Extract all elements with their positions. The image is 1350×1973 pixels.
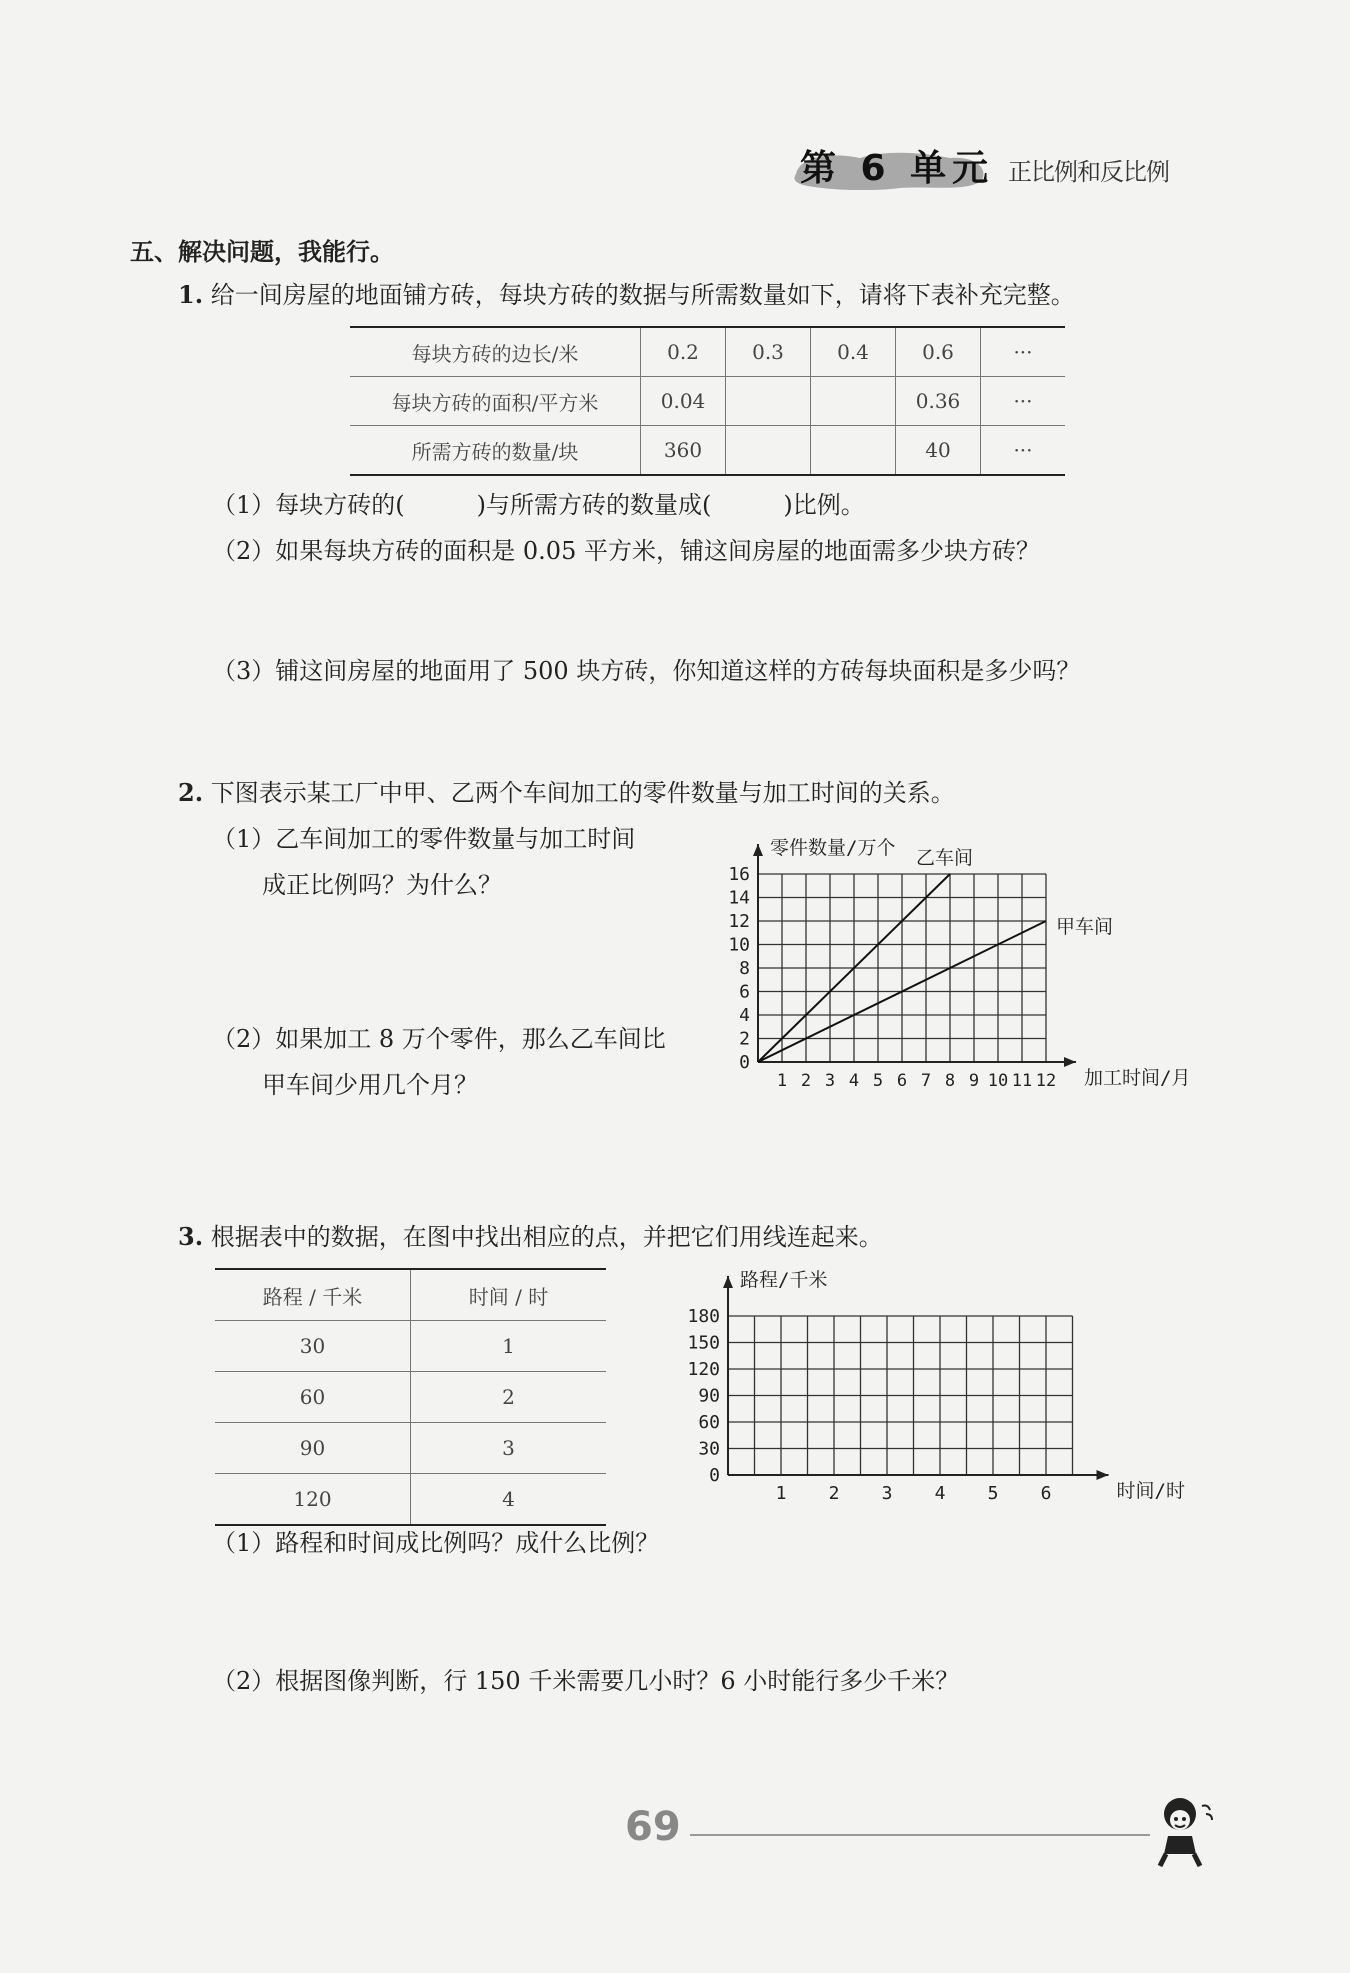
- y-tick-label: 90: [698, 1385, 720, 1407]
- y-tick-label: 14: [728, 887, 750, 909]
- table-row: [215, 1321, 606, 1372]
- row-label: 每块方砖的边长/米: [350, 327, 641, 377]
- table-header-cell: 时间 / 时: [411, 1269, 607, 1321]
- q1-number: 1.: [178, 280, 204, 309]
- q1-sub2: （2）如果每块方砖的面积是 0.05 平方米，铺这间房屋的地面需多少块方砖？: [212, 537, 1040, 565]
- section-title: 五、解决问题，我能行。: [130, 238, 394, 266]
- y-tick-label: 16: [728, 864, 750, 885]
- x-tick-label: 7: [920, 1071, 932, 1091]
- q2-prompt: [178, 776, 955, 810]
- x-tick-label: 11: [1011, 1071, 1033, 1091]
- table-row: [215, 1423, 606, 1474]
- y-tick-label: 30: [698, 1438, 720, 1460]
- q3-prompt: [178, 1220, 883, 1254]
- footer-rule: [690, 1834, 1150, 1836]
- table-cell: 4: [502, 1487, 515, 1511]
- x-tick-label: 1: [776, 1071, 788, 1091]
- q2-sub1-line2: 成正比例吗？为什么？: [262, 871, 502, 899]
- table-row: [215, 1372, 606, 1423]
- y-axis-arrow-icon: [753, 844, 763, 856]
- table-row: [350, 426, 1065, 476]
- table-cell-blank[interactable]: [726, 377, 811, 426]
- y-tick-label: 8: [739, 958, 750, 979]
- table-cell-blank[interactable]: [811, 426, 896, 476]
- table-cell: 120: [215, 1474, 411, 1526]
- y-tick-label: 0: [739, 1052, 750, 1073]
- q3-sub2: （2）根据图像判断，行 150 千米需要几小时？6 小时能行多少千米？: [212, 1667, 960, 1695]
- q3-number: 3.: [178, 1222, 204, 1251]
- q3-table: [215, 1268, 606, 1526]
- y-tick-label: 12: [728, 911, 750, 932]
- series-label: 甲车间: [1056, 916, 1114, 938]
- x-tick-label: 9: [968, 1071, 980, 1091]
- q3-text: 根据表中的数据，在图中找出相应的点，并把它们用线连起来。: [210, 1223, 883, 1251]
- table-cell: 30: [215, 1321, 411, 1372]
- table-cell: ···: [981, 426, 1066, 476]
- x-tick-label: 8: [944, 1071, 956, 1091]
- y-tick-label: 2: [739, 1028, 750, 1050]
- table-cell: 90: [215, 1423, 411, 1474]
- y-tick-label: 120: [687, 1359, 720, 1380]
- y-tick-label: 10: [728, 934, 750, 956]
- table-cell: 0.4: [811, 327, 896, 377]
- y-tick-label: 0: [709, 1465, 720, 1486]
- y-axis-label: 路程/千米: [740, 1269, 828, 1291]
- table-cell: 3: [411, 1423, 607, 1474]
- q2-chart: [700, 810, 1220, 1110]
- q2-sub2-line1: （2）如果加工 8 万个零件，那么乙车间比: [212, 1025, 666, 1053]
- table-row: [350, 327, 1065, 377]
- table-cell: 1: [411, 1321, 607, 1372]
- table-cell: 40: [896, 426, 981, 476]
- q1-sub1: （1）每块方砖的( )与所需方砖的数量成( )比例。: [212, 491, 865, 519]
- q3-chart[interactable]: [670, 1265, 1190, 1515]
- x-tick-label: 4: [848, 1071, 860, 1091]
- x-tick-label: 5: [987, 1483, 999, 1504]
- q3-sub1: （1）路程和时间成比例吗？成什么比例？: [212, 1529, 660, 1557]
- q1-text: 给一间房屋的地面铺方砖，每块方砖的数据与所需数量如下，请将下表补充完整。: [210, 281, 1075, 309]
- table-cell: 0.2: [641, 327, 726, 377]
- table-cell-blank[interactable]: [726, 426, 811, 476]
- table-cell: 0.6: [896, 327, 981, 377]
- q1-sub3: （3）铺这间房屋的地面用了 500 块方砖，你知道这样的方砖每块面积是多少吗？: [212, 657, 1081, 685]
- y-axis-arrow-icon: [723, 1276, 733, 1288]
- unit-title: 第 6 单元: [800, 148, 995, 189]
- x-tick-label: 2: [828, 1483, 840, 1504]
- x-tick-label: 2: [800, 1071, 812, 1091]
- y-axis-label: 零件数量/万个: [770, 837, 896, 859]
- x-tick-label: 1: [775, 1483, 787, 1504]
- x-tick-label: 5: [872, 1071, 884, 1091]
- table-cell: 2: [411, 1372, 607, 1423]
- y-tick-label: 6: [739, 981, 750, 1003]
- q2-sub1-line1: （1）乙车间加工的零件数量与加工时间: [212, 825, 636, 853]
- table-row: [215, 1474, 606, 1526]
- row-label: 所需方砖的数量/块: [411, 439, 579, 464]
- x-tick-label: 6: [1040, 1483, 1052, 1504]
- x-tick-label: 4: [934, 1483, 946, 1504]
- table-row: [350, 377, 1065, 426]
- page-number: 69: [625, 1804, 681, 1850]
- q1-prompt: [178, 278, 1075, 312]
- unit-header: [790, 140, 1210, 200]
- x-axis-label: 加工时间/月: [1084, 1067, 1191, 1089]
- table-header-cell: 路程 / 千米: [215, 1269, 411, 1321]
- x-tick-label: 10: [987, 1071, 1009, 1091]
- table-cell: 360: [641, 426, 726, 476]
- x-axis-arrow-icon: [1097, 1470, 1109, 1480]
- table-cell: 0.3: [726, 327, 811, 377]
- q2-sub2-line2: 甲车间少用几个月？: [262, 1071, 478, 1099]
- y-tick-label: 150: [687, 1332, 720, 1354]
- x-tick-label: 12: [1035, 1071, 1057, 1091]
- table-cell: 0.04: [641, 377, 726, 426]
- x-axis-arrow-icon: [1064, 1057, 1076, 1067]
- table-cell-blank[interactable]: [811, 377, 896, 426]
- q2-number: 2.: [178, 778, 204, 807]
- table-cell: ···: [981, 377, 1066, 426]
- table-cell: 60: [215, 1372, 411, 1423]
- unit-subtitle: 正比例和反比例: [1008, 158, 1169, 186]
- q1-table: [350, 326, 1065, 476]
- y-tick-label: 60: [698, 1412, 720, 1433]
- table-header-row: [215, 1269, 606, 1321]
- y-tick-label: 180: [687, 1306, 720, 1327]
- cartoon-mascot-icon: [1148, 1792, 1218, 1872]
- x-tick-label: 3: [881, 1483, 893, 1504]
- x-tick-label: 3: [824, 1071, 836, 1091]
- table-cell: ···: [981, 327, 1066, 377]
- series-label: 乙车间: [916, 847, 974, 869]
- x-axis-label: 时间/时: [1116, 1480, 1185, 1502]
- row-label: 每块方砖的面积/平方米: [350, 377, 641, 426]
- x-tick-label: 6: [896, 1071, 908, 1091]
- table-cell: 0.36: [896, 377, 981, 426]
- q2-text: 下图表示某工厂中甲、乙两个车间加工的零件数量与加工时间的关系。: [210, 779, 955, 807]
- y-tick-label: 4: [739, 1005, 750, 1026]
